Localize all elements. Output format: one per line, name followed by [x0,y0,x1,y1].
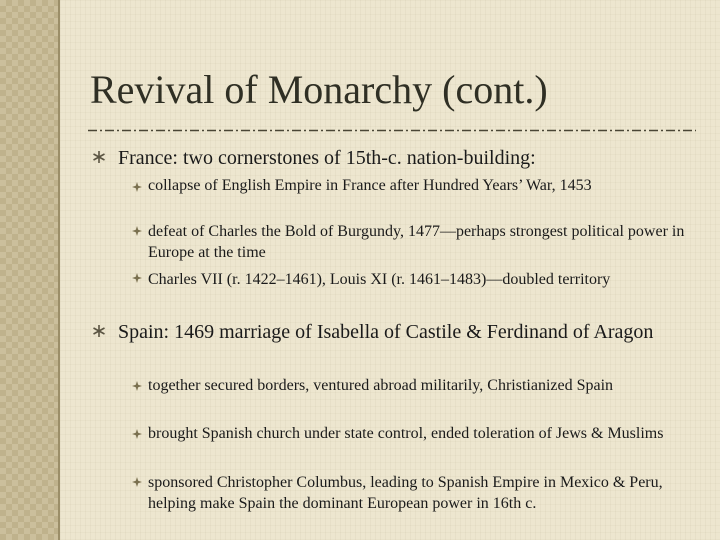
four-point-star-bullet-icon [132,477,142,487]
four-point-star-bullet-icon [132,182,142,192]
four-point-star-bullet-icon [132,273,142,283]
sub-bullet-spain-1: together secured borders, ventured abroad militarily, Christianized Spain [148,377,614,394]
four-point-star-bullet-icon [132,429,142,439]
title-divider [88,129,696,132]
sub-bullet-spain-3: sponsored Christopher Columbus, leading to Spanish Empire in Mexico & Peru, helping make Spain the dominant European power in 16th c. [148,474,663,512]
sub-bullet-spain-2: brought Spanish church under state control, ended toleration of Jews & Muslims [148,425,664,442]
asterisk-bullet-icon [92,150,106,164]
sub-bullet-france-3: Charles VII (r. 1422–1461), Louis XI (r. 1461–1483)—doubled territory [148,271,611,288]
bullet-spain: Spain: 1469 marriage of Isabella of Castile & Ferdinand of Aragon [118,321,654,343]
slide-title: Revival of Monarchy (cont.) [90,67,548,112]
decorative-left-band [0,0,60,540]
sub-bullet-france-1: collapse of English Empire in France after Hundred Years’ War, 1453 [148,177,592,194]
four-point-star-bullet-icon [132,381,142,391]
sub-bullet-france-2: defeat of Charles the Bold of Burgundy, 1477—perhaps strongest political power in Europe at the time [148,223,685,261]
asterisk-bullet-icon [92,324,106,338]
four-point-star-bullet-icon [132,226,142,236]
bullet-france: France: two cornerstones of 15th-c. nation-building: [118,147,536,169]
